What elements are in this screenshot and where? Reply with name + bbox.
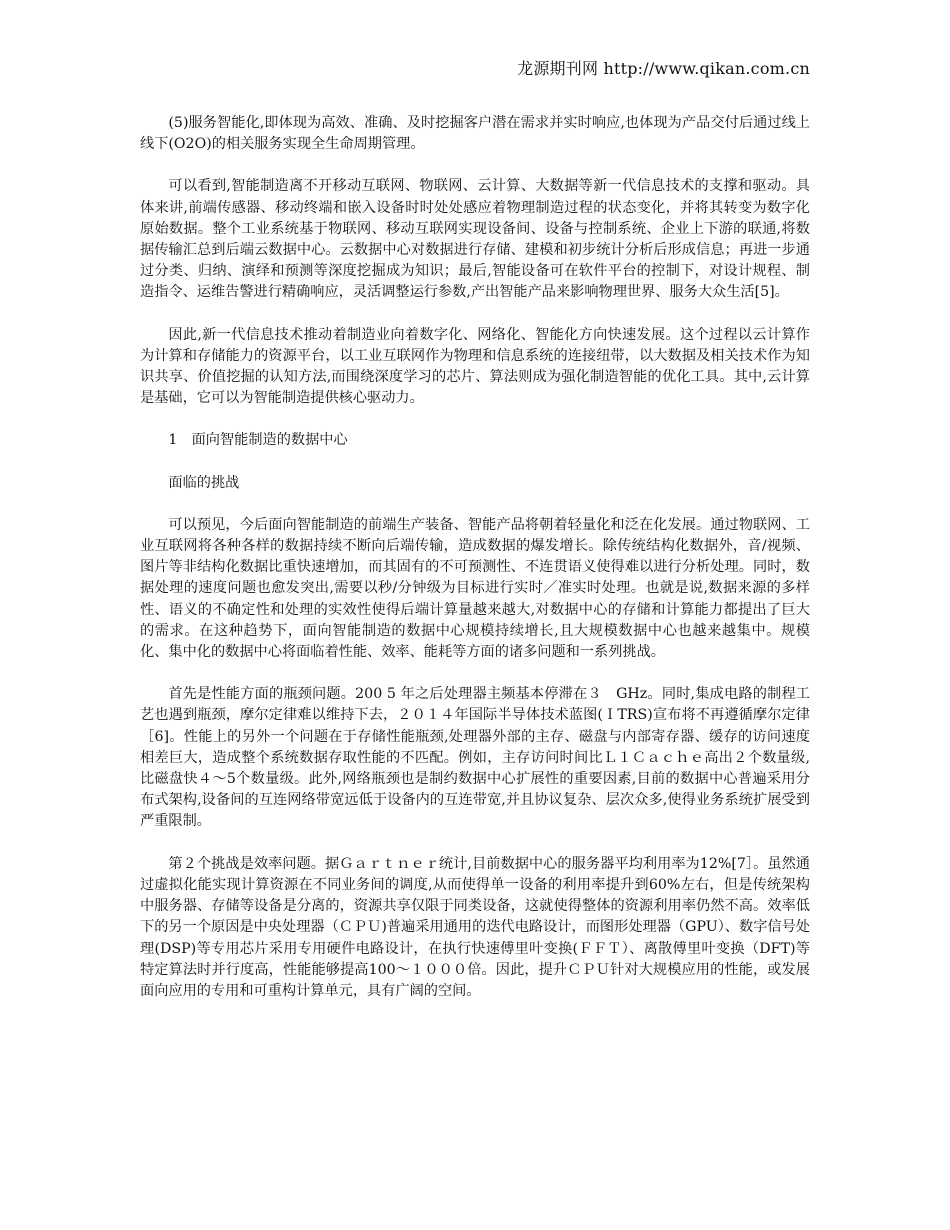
- paragraph-efficiency-problem: 第２个挑战是效率问题。据Ｇａｒｔｎｅｒ统计,目前数据中心的服务器平均利用率为12%[7］。虽然通过虚拟化能实现计算资源在不同业务间的调度,从而使得单一设备的利用率提升到60%左右，但是传统架构中服务器、存储等设备是分离的，资源共享仅限于同类设备，这就使得整体的资源利用率仍然不高。效率低下的另一个原因是中央处理器（ＣＰＵ)普遍采用通用的迭代电路设计，而图形处理器（GPU）、数字信号处理(DSP)等专用芯片采用专用硬件电路设计，在执行快速傅里叶变换(ＦＦＴ）、离散傅里叶变换（DFT)等特定算法时并行度高，性能能够提高100～１０００倍。因此，提升ＣＰＵ针对大规模应用的性能，或发展面向应用的专用和可重构计算单元，具有广阔的空间。: [140, 855, 810, 999]
- article-body: [140, 113, 810, 1023]
- page-header-source: 龙源期刊网 http://www.qikan.com.cn: [517, 59, 810, 78]
- paragraph-challenges-overview: 可以预见，今后面向智能制造的前端生产装备、智能产品将朝着轻量化和泛在化发展。通过物联网、工业互联网将各种各样的数据持续不断向后端传输，造成数据的爆发增长。除传统结构化数据外，音/视频、图片等非结构化数据比重快速增加，而其固有的不可预测性、不连贯语义使得难以进行分析处理。同时，数据处理的速度问题也愈发突出,需要以秒/分钟级为目标进行实时／准实时处理。也就是说,数据来源的多样性、语义的不确定性和处理的实效性使得后端计算量越来越大,对数据中心的存储和计算能力都提出了巨大的需求。在这种趋势下，面向智能制造的数据中心规模持续增长,且大规模数据中心也越来越集中。规模化、集中化的数据中心将面临着性能、效率、能耗等方面的诸多问题和一系列挑战。: [140, 516, 810, 661]
- subsection-heading-challenges: 面临的挑战: [168, 474, 240, 491]
- paragraph-intelligent-manufacturing-it: 可以看到,智能制造离不开移动互联网、物联网、云计算、大数据等新一代信息技术的支撑和驱动。具体来讲,前端传感器、移动终端和嵌入设备时时处处感应着物理制造过程的状态变化，并将其转变为数字化原始数据。整个工业系统基于物联网、移动互联网实现设备间、设备与控制系统、企业上下游的联通,将数据传输汇总到后端云数据中心。云数据中心对数据进行存储、建模和初步统计分析后形成信息；再进一步通过分类、归纳、演绎和预测等深度挖掘成为知识；最后,智能设备可在软件平台的控制下，对设计规程、制造指令、运维告警进行精确响应，灵活调整运行参数,产出智能产品来影响物理世界、服务大众生活[5]。: [140, 178, 810, 301]
- paragraph-performance-bottleneck: 首先是性能方面的瓶颈问题。200 5 年之后处理器主频基本停滞在３ GHz。同时,集成电路的制程工艺也遇到瓶颈，摩尔定律难以维持下去，２０１４年国际半导体技术蓝图(ＩTRS)宣布将不再遵循摩尔定律［6]。性能上的另外一个问题在于存储性能瓶颈,处理器外部的主存、磁盘与内部寄存器、缓存的访问速度相差巨大，造成整个系统数据存取性能的不匹配。例如，主存访问时间比Ｌ１Ｃａｃｈｅ高出２个数量级,比磁盘快４～5个数量级。此外,网络瓶颈也是制约数据中心扩展性的重要因素,目前的数据中心普遍采用分布式架构,设备间的互连网络带宽远低于设备内的互连带宽,并且协议复杂、层次众多,使得业务系统扩展受到严重限制。: [140, 686, 810, 830]
- section-heading-data-center: 1 面向智能制造的数据中心: [168, 432, 348, 449]
- paragraph-new-it-driving: 因此,新一代信息技术推动着制造业向着数字化、网络化、智能化方向快速发展。这个过程以云计算作为计算和存储能力的资源平台，以工业互联网作为物理和信息系统的连接纽带，以大数据及相关技术作为知识共享、价值挖掘的认知方法,而围绕深度学习的芯片、算法则成为强化制造智能的优化工具。其中,云计算是基础，它可以为智能制造提供核心驱动力。: [140, 326, 810, 407]
- paragraph-service-intelligence: (5)服务智能化,即体现为高效、准确、及时挖掘客户潜在需求并实时响应,也体现为产品交付后通过线上线下(O2O)的相关服务实现全生命周期管理。: [140, 115, 810, 153]
